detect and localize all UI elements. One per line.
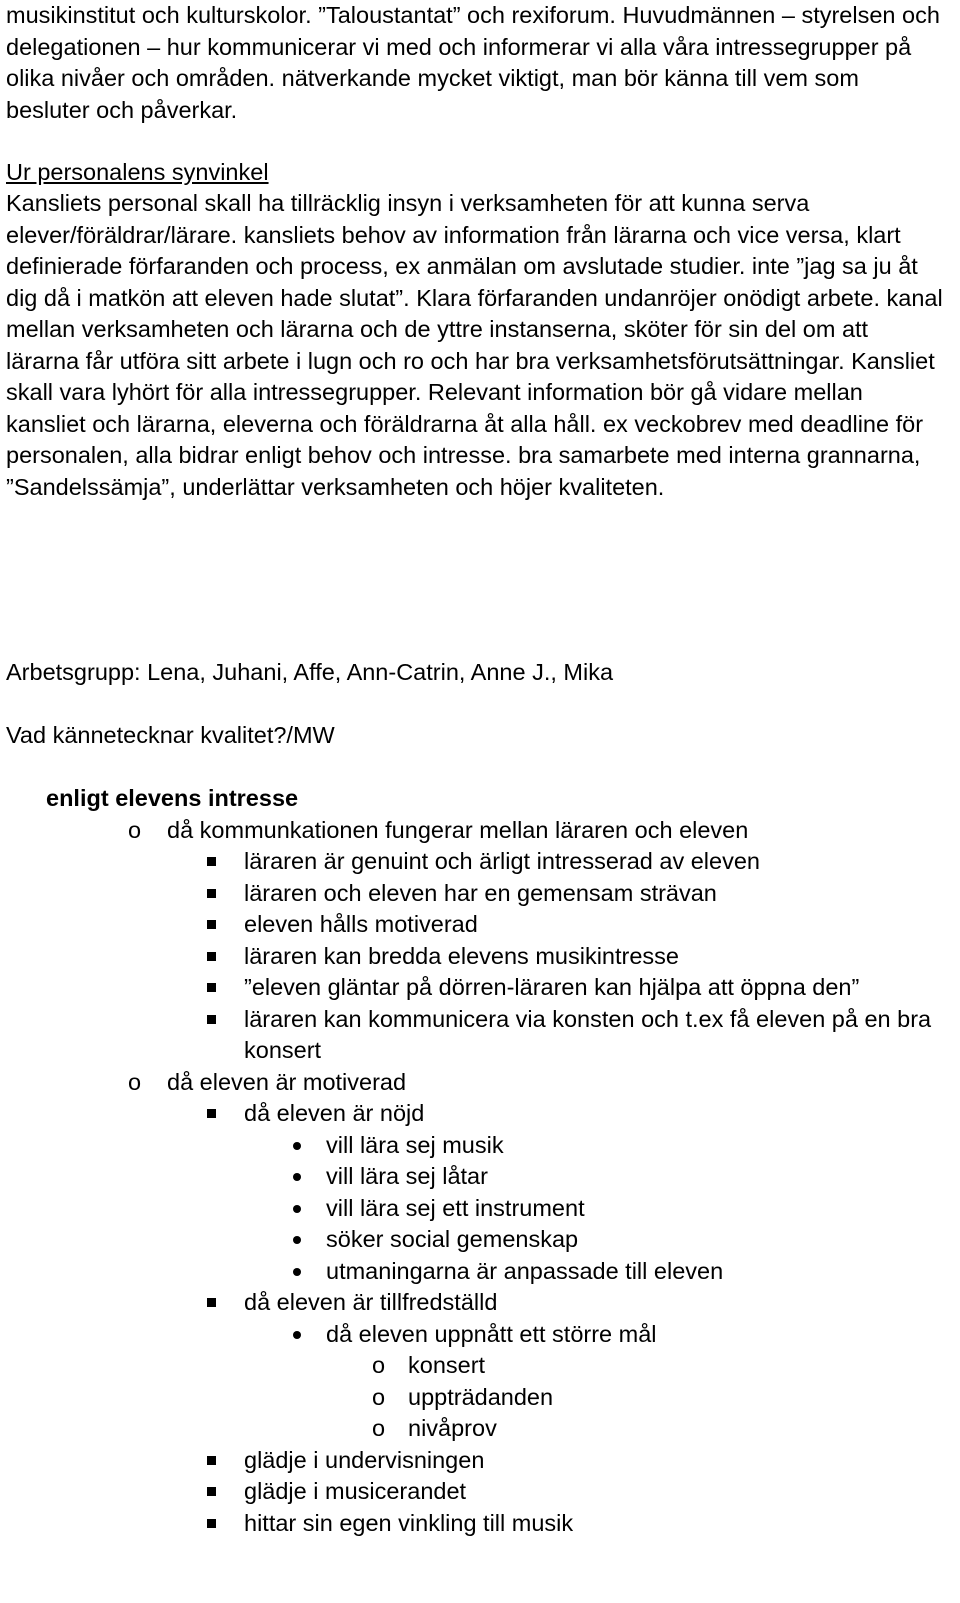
circle-bullet-icon: o xyxy=(372,1352,386,1378)
square-bullet-icon xyxy=(207,983,216,992)
square-bullet-icon xyxy=(207,1109,216,1118)
list-item-text: söker social gemenskap xyxy=(326,1226,579,1252)
list-item-text: glädje i undervisningen xyxy=(244,1446,485,1473)
list-item-text: vill lära sej låtar xyxy=(326,1163,488,1189)
list-item-text: då eleven uppnått ett större mål xyxy=(326,1320,657,1347)
intro-paragraph: musikinstitut och kulturskolor. ”Taloustantat” och rexiforum. Huvudmännen – styrelsen och delegationen – hur kommunicerar vi med och informerar vi alla våra intressegrupper på olika nivåer och områden. nätverkande mycket viktigt, man bör känna till vem som besluter och påverkar. xyxy=(6,2,940,123)
list-item xyxy=(0,909,946,941)
square-bullet-icon xyxy=(207,920,216,929)
list-item-text: hittar sin egen vinkling till musik xyxy=(244,1509,574,1536)
dot-bullet-icon xyxy=(293,1236,301,1244)
list-item xyxy=(0,1476,946,1508)
list-item-text: vill lära sej musik xyxy=(326,1131,504,1158)
dot-bullet-icon xyxy=(293,1331,301,1339)
list-item xyxy=(0,1382,946,1414)
list-item-text: eleven hålls motiverad xyxy=(244,911,478,937)
list-item xyxy=(0,878,946,910)
list-item xyxy=(0,941,946,973)
list-item xyxy=(0,1508,946,1540)
square-bullet-icon xyxy=(207,1519,216,1528)
list-item-text: ”eleven gläntar på dörren-läraren kan hjälpa att öppna den” xyxy=(244,974,860,1000)
list-item xyxy=(0,815,946,847)
square-bullet-icon xyxy=(207,889,216,898)
list-item xyxy=(0,1004,946,1067)
square-bullet-icon xyxy=(207,1487,216,1496)
list-item-text: då kommunkationen fungerar mellan läraren och eleven xyxy=(167,816,749,843)
list-item xyxy=(0,972,946,1004)
square-bullet-icon xyxy=(207,1298,216,1307)
list-item xyxy=(0,1067,946,1099)
list-item xyxy=(0,1350,946,1382)
list-item xyxy=(0,1130,946,1162)
dot-bullet-icon xyxy=(293,1268,301,1276)
dot-bullet-icon xyxy=(293,1205,301,1213)
list-item-text: läraren kan bredda elevens musikintresse xyxy=(244,942,679,969)
dot-bullet-icon xyxy=(293,1142,301,1150)
square-bullet-icon xyxy=(207,1015,216,1024)
section-heading: Ur personalens synvinkel xyxy=(6,159,269,185)
quality-list xyxy=(0,815,946,1540)
list-item xyxy=(0,1413,946,1445)
list-item-text: glädje i musicerandet xyxy=(244,1478,467,1504)
list-item xyxy=(0,1224,946,1256)
list-item xyxy=(0,1445,946,1477)
list-item-text: då eleven är nöjd xyxy=(244,1100,425,1126)
workgroup-line: Arbetsgrupp: Lena, Juhani, Affe, Ann-Catrin, Anne J., Mika xyxy=(6,659,614,685)
list-item xyxy=(0,846,946,878)
list-item xyxy=(0,1256,946,1288)
square-bullet-icon xyxy=(207,857,216,866)
list-item xyxy=(0,1287,946,1319)
list-item-text: vill lära sej ett instrument xyxy=(326,1194,585,1221)
circle-bullet-icon: o xyxy=(128,816,142,843)
list-item xyxy=(0,1319,946,1351)
list-item-text: utmaningarna är anpassade till eleven xyxy=(326,1257,724,1284)
list-item xyxy=(0,1161,946,1193)
list-item-text: konsert xyxy=(408,1352,486,1378)
dot-bullet-icon xyxy=(293,1173,301,1181)
circle-bullet-icon: o xyxy=(372,1415,386,1441)
list-item-text: läraren och eleven har en gemensam strävan xyxy=(244,879,717,906)
list-heading: enligt elevens intresse xyxy=(46,785,299,811)
list-item-text: läraren kan kommunicera via konsten och t.ex få eleven på en bra konsert xyxy=(244,1005,932,1063)
list-item-text: uppträdanden xyxy=(408,1383,554,1410)
list-item xyxy=(0,1098,946,1130)
list-item-text: nivåprov xyxy=(408,1415,497,1441)
square-bullet-icon xyxy=(207,952,216,961)
list-item-text: läraren är genuint och ärligt intresserad av eleven xyxy=(244,848,760,874)
list-item-text: då eleven är motiverad xyxy=(167,1068,407,1095)
section-paragraph: Kansliets personal skall ha tillräcklig insyn i verksamheten för att kunna serva elever/föräldrar/lärare. kansliets behov av information från lärarna och vice versa, klart definierade förfaranden och process, ex anmälan om avslutade studier. inte ”jag sa ju åt dig då i matkön att eleven hade slutat”. Klara förfaranden undanröjer onödigt arbete. kanal mellan verksamheten och lärarna och de yttre instanserna, sköter för sin del om att lärarna får utföra sitt arbete i lugn och ro och har bra verksamhetsförutsättningar. Kansliet skall vara lyhört för alla intressegrupper. Relevant information bör gå vidare mellan kansliet och lärarna, eleverna och föräldrarna åt alla håll. ex veckobrev med deadline för personalen, alla bidrar enligt behov och intresse. bra samarbete med interna grannarna, ”Sandelssämja”, underlättar verksamheten och höjer kvaliteten. xyxy=(6,190,943,500)
square-bullet-icon xyxy=(207,1456,216,1465)
quality-question: Vad kännetecknar kvalitet?/MW xyxy=(6,722,335,748)
circle-bullet-icon: o xyxy=(372,1383,386,1410)
quality-list-section xyxy=(0,783,946,1539)
circle-bullet-icon: o xyxy=(128,1068,142,1095)
list-item xyxy=(0,1193,946,1225)
list-item-text: då eleven är tillfredställd xyxy=(244,1289,498,1315)
